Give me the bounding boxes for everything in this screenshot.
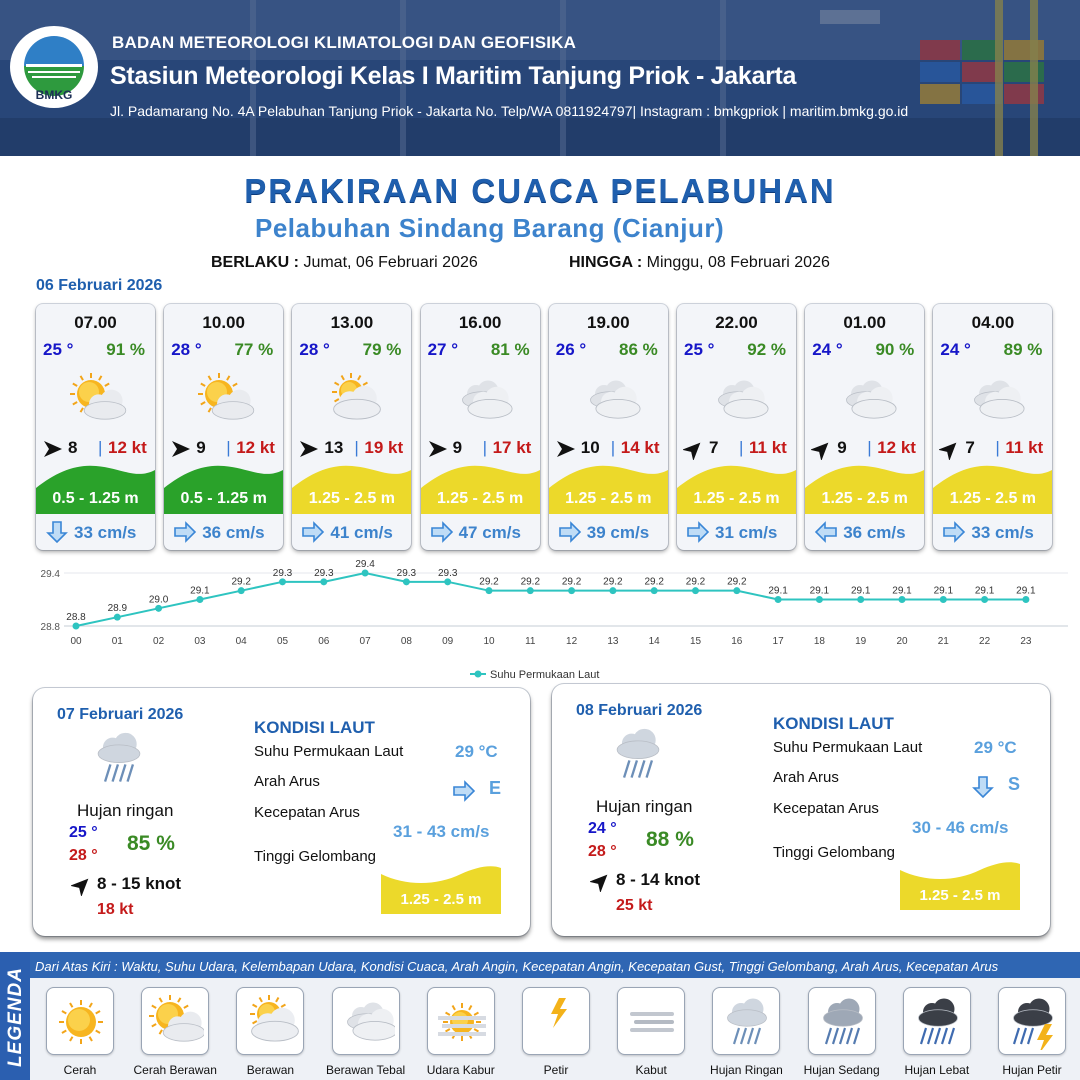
sst-data-point [444, 578, 451, 585]
sst-line-chart [0, 556, 1080, 686]
x-tick-label: 08 [400, 636, 412, 647]
x-tick-label: 17 [772, 636, 784, 647]
current-direction-icon [429, 521, 455, 543]
wave-height-label: Tinggi Gelombang [254, 848, 377, 865]
sst-data-point [899, 596, 906, 603]
current-speed: 33 cm/s [74, 523, 137, 542]
current-direction-value: S [1008, 774, 1021, 794]
sst-data-point [609, 587, 616, 594]
current-speed-label: Kecepatan Arus [254, 804, 360, 821]
chart-legend-label: Suhu Permukaan Laut [490, 669, 600, 681]
sst-data-point [981, 596, 988, 603]
x-tick-label: 13 [607, 636, 619, 647]
x-tick-label: 16 [731, 636, 743, 647]
forecast-card [933, 304, 1052, 550]
legend-item-label: Hujan Ringan [710, 1063, 783, 1077]
day-wave-height: 1.25 - 2.5 m [400, 891, 482, 908]
day-gust: 25 kt [616, 897, 653, 914]
current-speed-value: 31 - 43 cm/s [393, 822, 490, 841]
current-speed-value: 30 - 46 cm/s [912, 818, 1009, 837]
legend-marker [475, 671, 482, 678]
sst-data-point [320, 578, 327, 585]
sst-data-point [114, 614, 121, 621]
separator: | [739, 438, 744, 457]
forecast-time: 19.00 [587, 313, 630, 332]
day-date: 08 Februari 2026 [576, 702, 703, 719]
current-speed: 41 cm/s [330, 523, 393, 542]
wind-direction-icon [555, 438, 577, 460]
wave-height: 1.25 - 2.5 m [821, 490, 908, 507]
x-tick-label: 15 [689, 636, 702, 647]
sst-data-label: 29.3 [396, 567, 417, 579]
forecast-time: 22.00 [715, 313, 758, 332]
air-temperature: 25 ° [684, 340, 715, 359]
sst-value: 29 °C [974, 738, 1017, 757]
humidity: 92 % [747, 340, 786, 359]
current-speed: 31 cm/s [715, 523, 778, 542]
sst-data-label: 29.1 [892, 585, 912, 597]
wind-direction-icon [298, 438, 320, 460]
legend-item-label: Petir [543, 1063, 569, 1077]
sst-data-point [775, 596, 782, 603]
wind-direction-icon [170, 438, 192, 460]
berawan-tebal-icon [831, 372, 901, 428]
sst-data-label: 29.1 [933, 585, 954, 597]
sst-data-label: 29.2 [685, 576, 706, 588]
forecast-time: 10.00 [202, 313, 245, 332]
wind-speed: 7 [965, 438, 975, 457]
header-banner [0, 0, 1080, 156]
day-current-direction-icon [970, 776, 996, 798]
day-condition: Hujan ringan [596, 797, 693, 816]
sst-data-label: 29.2 [231, 576, 251, 588]
current-direction-icon [941, 521, 967, 543]
valid-to-value: Minggu, 08 Februari 2026 [646, 254, 830, 271]
air-temperature: 28 ° [171, 340, 202, 359]
current-direction-icon [685, 521, 711, 543]
forecast-card [292, 304, 411, 550]
separator: | [98, 438, 103, 457]
forecast-card [549, 304, 668, 550]
x-tick-label: 00 [70, 636, 82, 647]
wind-speed: 8 [68, 438, 78, 457]
legend-item-kabut [617, 987, 685, 1055]
forecast-time: 13.00 [330, 313, 374, 332]
y-tick-label: 28.8 [40, 622, 60, 633]
forecast-time: 01.00 [843, 313, 886, 332]
sst-data-point [238, 587, 245, 594]
forecast-time: 07.00 [74, 313, 117, 332]
berawan-tebal-icon [959, 372, 1029, 428]
day-temp-max: 28 ° [69, 847, 98, 864]
wind-direction-icon [42, 438, 64, 460]
humidity: 90 % [875, 340, 915, 359]
cerah-icon [53, 994, 109, 1050]
x-tick-label: 18 [813, 636, 825, 647]
sst-label: Suhu Permukaan Laut [254, 743, 404, 760]
legend-item-label: Cerah [63, 1063, 97, 1077]
gust-speed: 11 kt [749, 438, 787, 457]
sst-data-label: 29.2 [561, 576, 582, 588]
separator: | [354, 438, 359, 457]
gust-speed: 14 kt [620, 438, 660, 457]
x-tick-label: 20 [896, 636, 908, 647]
x-tick-label: 05 [276, 636, 289, 647]
sst-data-point [568, 587, 575, 594]
valid-from [211, 254, 478, 272]
sst-data-label: 28.8 [66, 612, 86, 623]
wave-height: 1.25 - 2.5 m [949, 490, 1037, 507]
sea-condition-heading: KONDISI LAUT [254, 718, 375, 737]
current-speed: 36 cm/s [843, 523, 906, 542]
sst-data-label: 29.3 [272, 567, 293, 579]
hujan-ringan-icon [608, 724, 668, 784]
sst-data-label: 29.4 [355, 559, 375, 570]
forecast-card [421, 304, 540, 550]
air-temperature: 28 ° [299, 340, 330, 359]
organization-name: BADAN METEOROLOGI KLIMATOLOGI DAN GEOFISIKA [112, 33, 577, 52]
x-tick-label: 22 [979, 636, 991, 647]
x-tick-label: 06 [318, 636, 330, 647]
hujan-lebat-icon [910, 994, 966, 1050]
current-speed: 33 cm/s [971, 523, 1034, 542]
berawan-tebal-icon [339, 994, 395, 1050]
station-name: Stasiun Meteorologi Kelas I Maritim Tanjung Priok - Jakarta [110, 62, 797, 90]
wave-height: 0.5 - 1.25 m [180, 490, 267, 507]
forecast-card [805, 304, 924, 550]
legend-item-udara-kabur [427, 987, 495, 1055]
legend-item-label: Hujan Lebat [904, 1063, 970, 1077]
legend-item-label: Udara Kabur [426, 1063, 495, 1077]
day-wind-range: 8 - 14 knot [616, 870, 701, 889]
x-tick-label: 04 [235, 636, 247, 647]
sst-data-label: 29.2 [520, 576, 541, 588]
humidity: 77 % [234, 340, 274, 359]
valid-to [569, 254, 830, 272]
sst-data-label: 29.0 [148, 594, 169, 606]
current-direction-icon [300, 521, 326, 543]
valid-to-label: HINGGA : [569, 254, 643, 271]
forecast-time: 16.00 [458, 313, 502, 332]
current-direction-icon [172, 521, 198, 543]
x-tick-label: 23 [1020, 636, 1032, 647]
day-wind-direction-icon [71, 874, 93, 896]
day-temp-min: 24 ° [588, 820, 617, 837]
legend-item-hujan-ringan [712, 987, 780, 1055]
day-humidity: 85 % [127, 832, 175, 855]
bmkg-logo [10, 26, 98, 108]
x-tick-label: 10 [483, 636, 495, 647]
current-direction-label: Arah Arus [254, 773, 320, 790]
berawan-icon [243, 994, 299, 1050]
x-tick-label: 21 [937, 636, 949, 647]
sst-data-point [196, 596, 203, 603]
sst-data-point [73, 623, 80, 630]
berawan-tebal-icon [575, 372, 645, 428]
legend-item-label: Hujan Petir [1002, 1063, 1062, 1077]
page-title: PRAKIRAAN CUACA PELABUHAN [244, 172, 836, 209]
sst-data-label: 29.1 [768, 585, 788, 597]
sst-value: 29 °C [455, 742, 498, 761]
x-tick-label: 19 [855, 636, 867, 647]
day-gust: 18 kt [97, 901, 134, 918]
wind-direction-icon [427, 438, 449, 460]
current-direction-icon [813, 521, 839, 543]
hujan-ringan-icon [89, 728, 149, 788]
sst-series-line [76, 573, 1026, 626]
current-speed: 47 cm/s [458, 523, 521, 542]
sst-data-label: 29.2 [644, 576, 664, 588]
sst-data-label: 28.9 [107, 603, 128, 615]
day-condition: Hujan ringan [77, 801, 174, 820]
sst-data-label: 29.2 [603, 576, 623, 588]
wind-speed: 10 [580, 438, 600, 457]
legend-item-label: Berawan Tebal [326, 1063, 406, 1077]
legend-item-label: Hujan Sedang [803, 1063, 880, 1077]
forecast-time: 04.00 [971, 313, 1015, 332]
day-temp-min: 25 ° [69, 824, 98, 841]
berawan-tebal-icon [447, 372, 517, 428]
legend-item-berawan [236, 987, 304, 1055]
legend-item-cerah [46, 987, 114, 1055]
legend-item-berawan-tebal [332, 987, 400, 1055]
valid-from-value: Jumat, 06 Februari 2026 [303, 254, 478, 271]
wind-speed: 7 [709, 438, 719, 457]
separator: | [226, 438, 231, 457]
gust-speed: 11 kt [1005, 438, 1044, 457]
day-wave-height: 1.25 - 2.5 m [919, 887, 1001, 904]
day-humidity: 88 % [646, 828, 694, 851]
separator: | [482, 438, 488, 457]
hujan-petir-icon [1005, 994, 1061, 1050]
air-temperature: 24 ° [812, 340, 843, 359]
separator: | [995, 438, 1000, 457]
legend-description: Dari Atas Kiri : Waktu, Suhu Udara, Kelembapan Udara, Kondisi Cuaca, Arah Angin, Kecepatan Angin, Kecepatan Gust, Tinggi Gelombang, Arah Arus, Kecepatan Arus [35, 959, 999, 974]
sst-data-point [155, 605, 162, 612]
day-wind-range: 8 - 15 knot [97, 874, 182, 893]
legend-item-label: Berawan [246, 1063, 295, 1077]
sst-data-point [527, 587, 534, 594]
sst-label: Suhu Permukaan Laut [773, 739, 923, 756]
legend-title: LEGENDA [5, 967, 26, 1067]
legend-item-hujan-sedang [808, 987, 876, 1055]
x-tick-label: 03 [194, 636, 206, 647]
current-direction-label: Arah Arus [773, 769, 839, 786]
humidity: 86 % [619, 340, 658, 359]
sst-data-label: 29.1 [1016, 585, 1036, 597]
wind-direction-icon [939, 438, 961, 460]
x-tick-label: 09 [442, 636, 454, 647]
gust-speed: 12 kt [108, 438, 147, 457]
forecast-card [36, 304, 155, 550]
wind-direction-icon [683, 438, 705, 460]
current-speed: 36 cm/s [202, 523, 265, 542]
kabut-icon [624, 994, 680, 1050]
x-tick-label: 11 [525, 636, 536, 647]
sst-data-label: 29.3 [314, 567, 334, 579]
forecast-card [677, 304, 796, 550]
x-tick-label: 02 [153, 636, 165, 647]
sst-data-label: 29.3 [437, 567, 458, 579]
legend-item-cerah-berawan [141, 987, 209, 1055]
sst-data-label: 29.1 [974, 585, 995, 597]
y-tick-label: 29.4 [40, 569, 60, 580]
separator: | [867, 438, 872, 457]
wind-speed: 9 [837, 438, 847, 457]
sea-condition-heading: KONDISI LAUT [773, 714, 894, 733]
sst-data-label: 29.1 [850, 585, 871, 597]
sst-data-label: 29.1 [190, 585, 210, 597]
sst-data-point [692, 587, 699, 594]
wind-speed: 9 [452, 438, 463, 457]
day1-date: 06 Februari 2026 [36, 277, 163, 294]
air-temperature: 24 ° [940, 340, 971, 359]
air-temperature: 27 ° [427, 340, 459, 359]
sst-data-point [279, 578, 286, 585]
separator: | [610, 438, 616, 457]
x-tick-label: 07 [359, 636, 371, 647]
wind-direction-icon [811, 438, 833, 460]
sst-data-point [1022, 596, 1029, 603]
sst-data-point [362, 570, 369, 577]
page-subtitle: Pelabuhan Sindang Barang (Cianjur) [255, 213, 725, 243]
gust-speed: 19 kt [364, 438, 404, 457]
day-current-direction-icon [451, 780, 477, 802]
wave-height: 0.5 - 1.25 m [52, 490, 139, 507]
humidity: 91 % [106, 340, 145, 359]
wave-height: 1.25 - 2.5 m [308, 490, 396, 507]
berawan-icon [318, 372, 388, 428]
udara-kabur-icon [434, 994, 490, 1050]
legend-item-label: Cerah Berawan [133, 1063, 217, 1077]
legend-item-hujan-petir [998, 987, 1066, 1055]
station-address: Jl. Padamarang No. 4A Pelabuhan Tanjung Priok - Jakarta No. Telp/WA 0811924797| Instagram : bmkgpriok | maritim.bmkg.go.id [110, 103, 909, 119]
gust-speed: 17 kt [492, 438, 532, 457]
wave-height: 1.25 - 2.5 m [565, 490, 652, 507]
day-temp-max: 28 ° [588, 843, 617, 860]
sst-data-point [857, 596, 864, 603]
wave-height-label: Tinggi Gelombang [773, 844, 896, 861]
x-tick-label: 12 [566, 636, 578, 647]
sst-data-point [816, 596, 823, 603]
current-direction-icon [44, 521, 70, 543]
sst-data-point [940, 596, 947, 603]
x-tick-label: 14 [648, 636, 660, 647]
day-wind-direction-icon [590, 870, 612, 892]
day-date: 07 Februari 2026 [57, 706, 184, 723]
legend-item-hujan-lebat [903, 987, 971, 1055]
air-temperature: 26 ° [555, 340, 587, 359]
petir-icon [529, 994, 585, 1050]
sst-data-point [486, 587, 493, 594]
humidity: 79 % [362, 340, 402, 359]
berawan-tebal-icon [703, 372, 773, 428]
current-direction-value: E [489, 778, 502, 798]
sst-data-point [733, 587, 740, 594]
sst-data-point [403, 578, 410, 585]
x-tick-label: 01 [111, 636, 123, 647]
gust-speed: 12 kt [236, 438, 275, 457]
cerah-berawan-icon [62, 372, 132, 428]
sst-data-label: 29.2 [727, 576, 747, 588]
sst-data-label: 29.2 [479, 576, 499, 588]
legend-item-label: Kabut [635, 1063, 667, 1077]
current-speed-label: Kecepatan Arus [773, 800, 879, 817]
sst-data-label: 29.1 [809, 585, 830, 597]
hujan-sedang-icon [815, 994, 871, 1050]
wind-speed: 9 [196, 438, 206, 457]
current-speed: 39 cm/s [586, 523, 650, 542]
wave-height: 1.25 - 2.5 m [693, 490, 780, 507]
valid-from-label: BERLAKU : [211, 254, 299, 271]
wave-height: 1.25 - 2.5 m [436, 490, 524, 507]
hujan-ringan-icon [719, 994, 775, 1050]
sst-data-point [651, 587, 658, 594]
logo-text: BMKG [35, 88, 73, 102]
gust-speed: 12 kt [877, 438, 916, 457]
forecast-card [164, 304, 283, 550]
humidity: 89 % [1003, 340, 1043, 359]
humidity: 81 % [490, 340, 530, 359]
air-temperature: 25 ° [43, 340, 74, 359]
legend-item-petir [522, 987, 590, 1055]
current-direction-icon [557, 521, 583, 543]
cerah-berawan-icon [190, 372, 260, 428]
cerah-berawan-icon [148, 994, 204, 1050]
wind-speed: 13 [324, 438, 344, 457]
